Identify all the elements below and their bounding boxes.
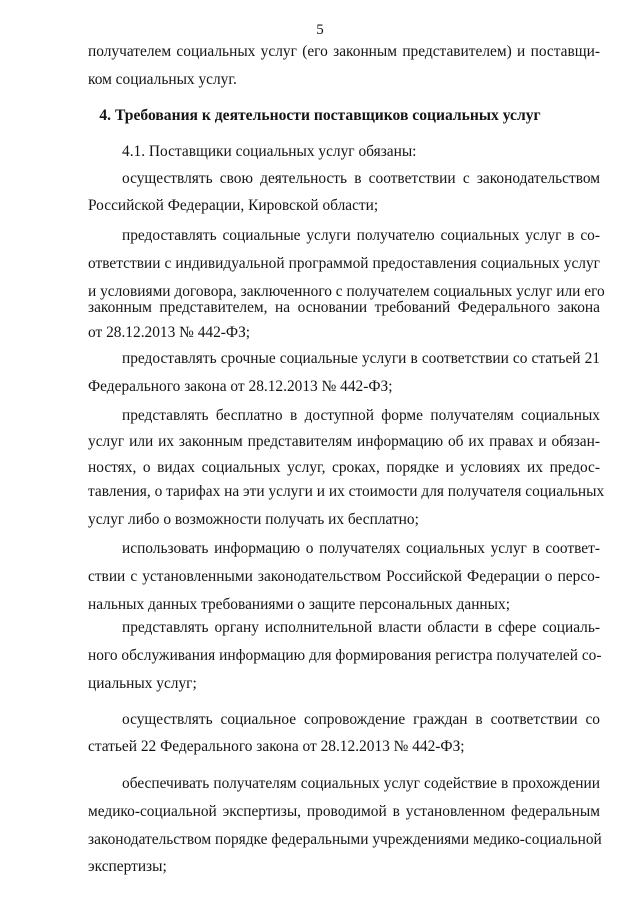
text-line: ностях, о видах социальных услуг, сроках, порядке и условиях их предос- [88, 459, 600, 476]
text-line: обеспечивать получателям социальных услуг содействие в прохождении [122, 775, 600, 792]
text-line: представлять органу исполнительной власти области в сфере социаль- [122, 619, 600, 636]
text-line: от 28.12.2013 № 442-ФЗ; [88, 324, 251, 341]
text-line: 4.1. Поставщики социальных услуг обязаны: [122, 143, 417, 160]
text-line: предоставлять социальные услуги получателю социальных услуг в со- [122, 227, 600, 244]
text-line: ного обслуживания информацию для формирования регистра получателей со- [88, 647, 602, 664]
text-line: представлять бесплатно в доступной форме получателям социальных [122, 407, 600, 424]
text-line: медико-социальной экспертизы, проводимой в установленном федеральным [88, 803, 600, 820]
text-line: и условиями договора, заключенного с получателем социальных услуг или его [88, 283, 605, 300]
text-line: Федерального закона от 28.12.2013 № 442-ФЗ; [88, 378, 393, 395]
text-line: экспертизы; [88, 858, 167, 875]
text-line: осуществлять социальное сопровождение граждан в соответствии со [122, 711, 600, 728]
text-line: тавления, о тарифах на эти услуги и их стоимости для получателя социальных [88, 483, 605, 500]
text-line: законным представителем, на основании требований Федерального закона [88, 299, 600, 316]
text-line: предоставлять срочные социальные услуги в соответствии со статьей 21 [122, 350, 600, 367]
text-line: ствии с установленными законодательством Российской Федерации о персо- [88, 568, 600, 585]
text-line: использовать информацию о получателях социальных услуг в соответ- [122, 540, 600, 557]
text-line: получателем социальных услуг (его законным представителем) и поставщи- [88, 43, 600, 60]
text-line: ответствии с индивидуальной программой предоставления социальных услуг [88, 255, 600, 272]
text-line: нальных данных требованиями о защите персональных данных; [88, 596, 510, 613]
page-number: 5 [316, 22, 324, 38]
section-heading: 4. Требования к деятельности поставщиков социальных услуг [99, 107, 541, 124]
text-line: законодательством порядке федеральными учреждениями медико-социальной [88, 831, 602, 848]
text-line: осуществлять свою деятельность в соответствии с законодательством [122, 170, 600, 187]
text-line: Российской Федерации, Кировской области; [88, 197, 379, 214]
text-line: ком социальных услуг. [88, 71, 237, 88]
text-line: циальных услуг; [88, 675, 197, 692]
text-line: услуг или их законным представителям информацию об их правах и обязан- [88, 433, 600, 450]
text-line: услуг либо о возможности получать их бесплатно; [88, 511, 419, 528]
text-line: статьей 22 Федерального закона от 28.12.2013 № 442-ФЗ; [88, 738, 465, 755]
